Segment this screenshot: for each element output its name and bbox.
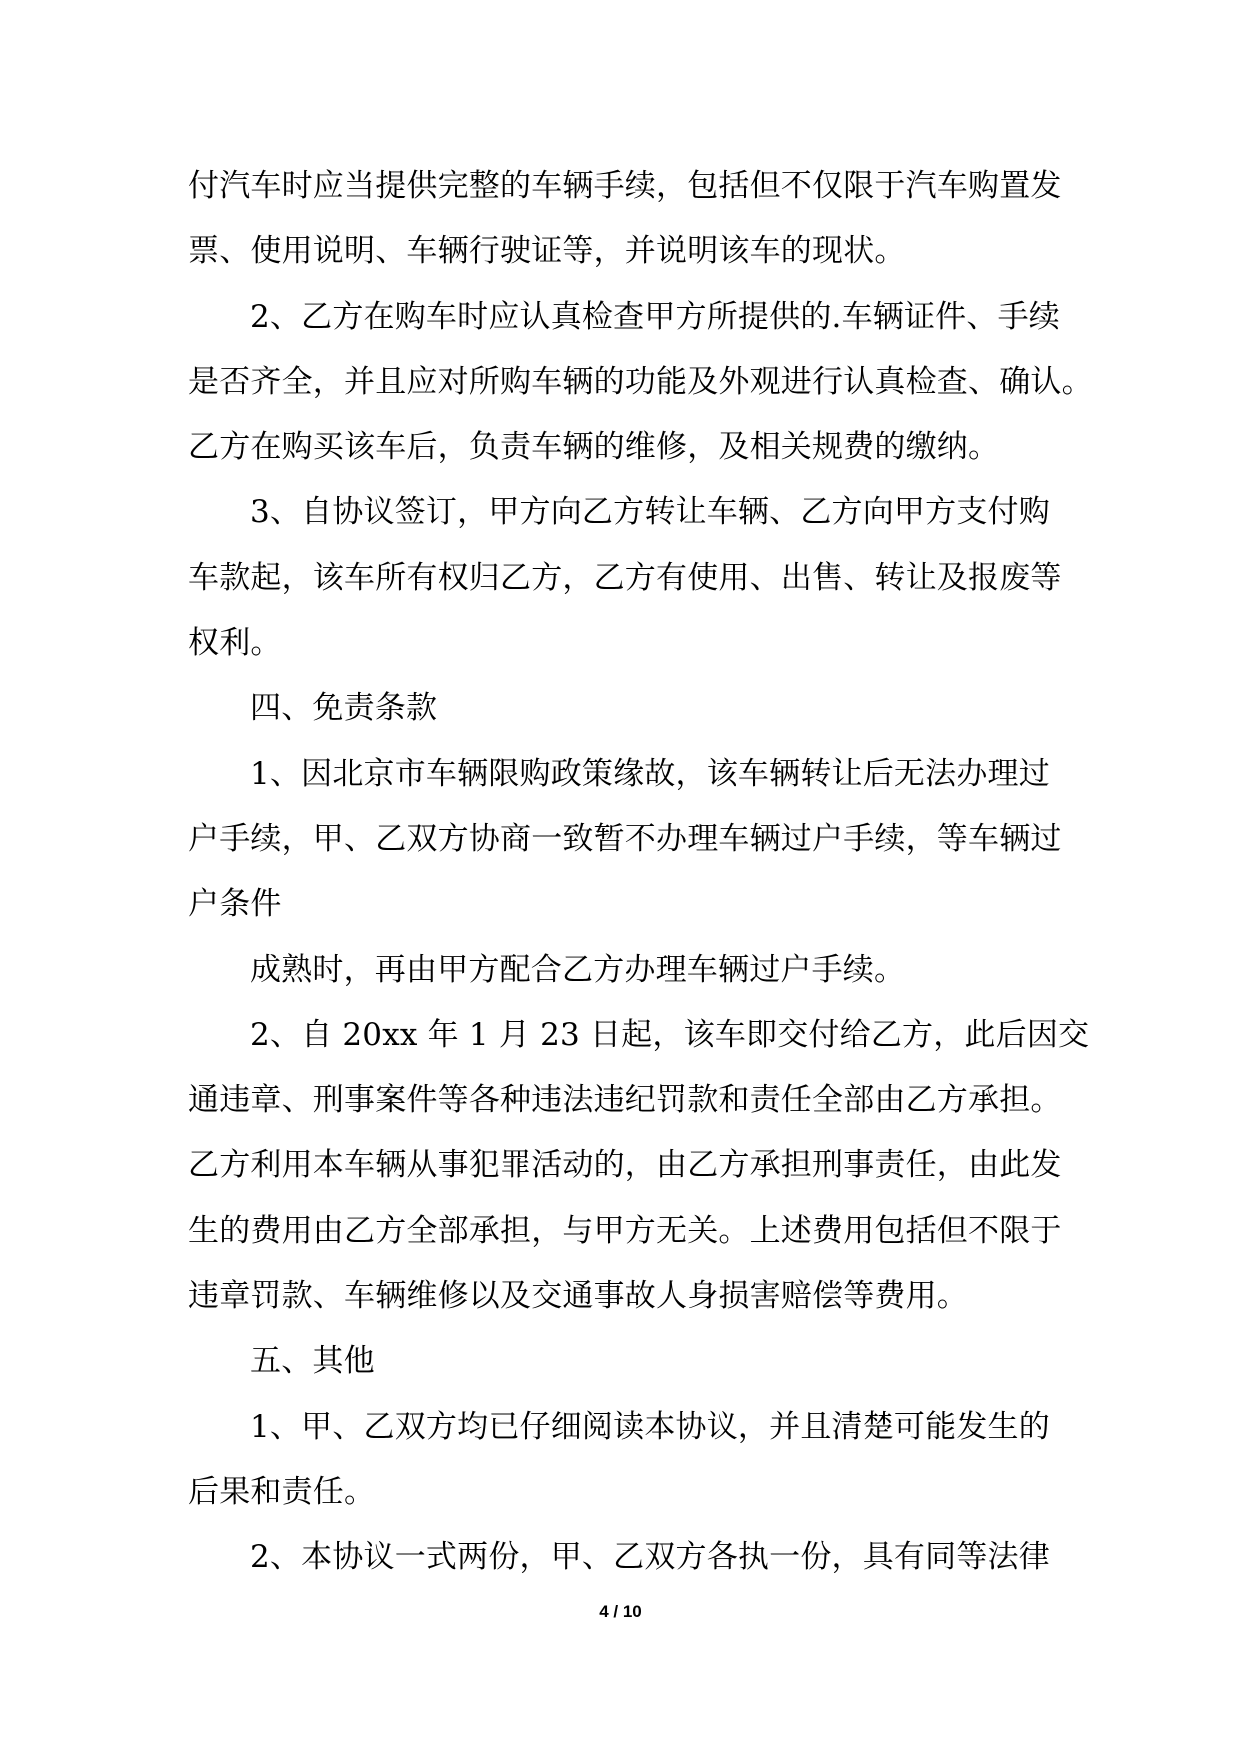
text-line: 1、因北京市车辆限购政策缘故，该车辆转让后无法办理过 — [250, 755, 1050, 792]
text-line: 2、本协议一式两份，甲、乙双方各执一份，具有同等法律 — [250, 1539, 1050, 1576]
page-number: 4 / 10 — [599, 1602, 642, 1621]
text-line: 是否齐全，并且应对所购车辆的功能及外观进行认真检查、确认。 — [188, 363, 1093, 400]
text-line: 票、使用说明、车辆行驶证等，并说明该车的现状。 — [188, 233, 906, 270]
text-line: 权利。 — [188, 625, 282, 662]
text-line: 车款起，该车所有权归乙方，乙方有使用、出售、转让及报废等 — [188, 559, 1062, 596]
text-line: 通违章、刑事案件等各种违法违纪罚款和责任全部由乙方承担。 — [188, 1082, 1062, 1119]
text-line: 2、自 20xx 年 1 月 23 日起，该车即交付给乙方，此后因交 — [250, 1016, 1090, 1053]
text-line: 1、甲、乙双方均已仔细阅读本协议，并且清楚可能发生的 — [250, 1408, 1050, 1445]
text-line: 后果和责任。 — [188, 1473, 376, 1510]
section-heading: 五、其他 — [250, 1343, 375, 1380]
text-line: 乙方利用本车辆从事犯罪活动的，由乙方承担刑事责任，由此发 — [188, 1147, 1062, 1184]
section-heading: 四、免责条款 — [250, 690, 438, 727]
text-line: 户手续，甲、乙双方协商一致暂不办理车辆过户手续，等车辆过 — [188, 820, 1062, 857]
text-line: 户条件 — [188, 886, 282, 923]
document-body — [188, 154, 1093, 1591]
text-line: 违章罚款、车辆维修以及交通事故人身损害赔偿等费用。 — [188, 1278, 968, 1315]
text-line: 付汽车时应当提供完整的车辆手续，包括但不仅限于汽车购置发 — [188, 168, 1062, 204]
text-line: 生的费用由乙方全部承担，与甲方无关。上述费用包括但不限于 — [188, 1212, 1062, 1249]
text-line: 乙方在购买该车后，负责车辆的维修，及相关规费的缴纳。 — [188, 429, 1000, 466]
text-line: 2、乙方在购车时应认真检查甲方所提供的.车辆证件、手续 — [250, 298, 1060, 335]
text-line: 3、自协议签订，甲方向乙方转让车辆、乙方向甲方支付购 — [250, 494, 1050, 531]
text-line: 成熟时，再由甲方配合乙方办理车辆过户手续。 — [250, 951, 906, 988]
